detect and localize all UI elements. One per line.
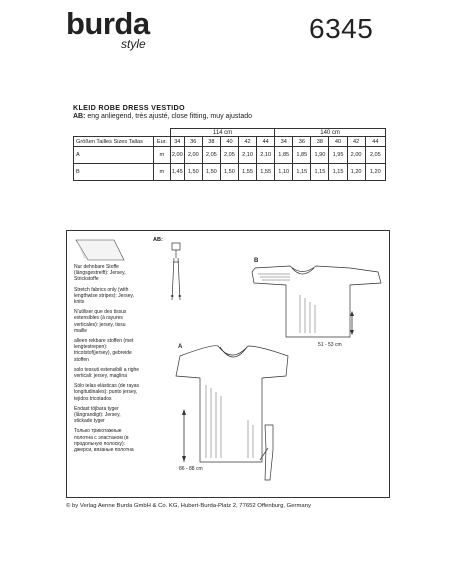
view-b-drawing — [252, 266, 381, 337]
yardage-cell: 2,05 — [365, 147, 385, 164]
size-cell: 42 — [347, 137, 365, 147]
table-row-a — [74, 147, 386, 164]
copyright-notice: © by Verlag Aenne Burda GmbH & Co. KG, Hubert-Burda-Platz 2, 77652 Offenburg, Germany — [66, 503, 311, 509]
size-cell: 36 — [184, 137, 202, 147]
view-a-drawing — [176, 346, 288, 480]
row-label: A — [74, 147, 154, 164]
sizes-header-label: Größen Tailles Sizes Tallas — [74, 137, 154, 147]
fabric-width-140: 140 cm — [275, 129, 386, 137]
yardage-cell: 1,50 — [220, 164, 238, 181]
yardage-cell: 2,10 — [239, 147, 257, 164]
fabric-swatch-icon — [74, 238, 126, 262]
fabric-note-fr: N'utiliser que des tissus extensibles (à rayures verticales): jersey, tissu maille — [74, 309, 127, 334]
fit-description — [73, 113, 252, 120]
size-cell: 38 — [202, 137, 220, 147]
twin-needle-icon — [172, 243, 181, 300]
row-unit: m — [153, 164, 170, 181]
yardage-cell: 1,50 — [184, 164, 202, 181]
size-cell: 36 — [293, 137, 311, 147]
fabric-note-sv: Endast töjbara tyger (långrandigt): Jersey, stickade tyger — [74, 405, 121, 425]
fabric-note-ru: Только трикотажные полотна с эластаном (в продольную полоску): джерси, вязаные полотна — [74, 428, 134, 454]
yardage-cell: 1,85 — [275, 147, 293, 164]
yardage-cell: 2,05 — [202, 147, 220, 164]
yardage-cell: 1,50 — [202, 164, 220, 181]
view-a-length: 86 - 88 cm — [179, 466, 203, 472]
fit-text: eng anliegend, très ajusté, close fitting, muy ajustado — [85, 113, 252, 120]
yardage-cell: 1,55 — [239, 164, 257, 181]
logo-subtitle: style — [121, 37, 146, 51]
garment-technical-drawing — [150, 234, 388, 496]
view-b-label: B — [254, 258, 259, 264]
size-cell: 34 — [275, 137, 293, 147]
size-cell: 38 — [311, 137, 329, 147]
yardage-cell: 1,90 — [311, 147, 329, 164]
notions-label: AB: — [153, 237, 163, 243]
fabric-note-es: Sólo telas elásticas (de rayas longitudinales): punto jersey, tejidos tricotados — [74, 383, 140, 402]
yardage-cell: 2,00 — [170, 147, 184, 164]
row-label: B — [74, 164, 154, 181]
unit-header: Eur. — [153, 137, 170, 147]
size-cell: 34 — [170, 137, 184, 147]
size-cell: 44 — [257, 137, 275, 147]
yardage-cell: 1,95 — [329, 147, 347, 164]
yardage-cell: 1,10 — [275, 164, 293, 181]
yardage-cell: 2,10 — [257, 147, 275, 164]
row-unit: m — [153, 147, 170, 164]
yardage-cell: 2,00 — [347, 147, 365, 164]
fit-label: AB: — [73, 113, 86, 120]
yardage-cell: 1,15 — [329, 164, 347, 181]
yardage-table — [73, 128, 386, 181]
logo-wordmark: burda — [66, 6, 150, 41]
fabric-recommendations — [74, 264, 140, 457]
fabric-note-de: Nur dehnbare Stoffe (längsgestreift): Jersey, Strickstoffe — [74, 264, 126, 283]
table-corner — [74, 129, 171, 137]
fabric-note-nl: alleen rekbare stoffen (met lengtestrepen): tricotstof(jersey), gebreide stoffen — [74, 338, 134, 363]
yardage-cell: 1,85 — [293, 147, 311, 164]
size-cell: 40 — [220, 137, 238, 147]
size-cell: 40 — [329, 137, 347, 147]
yardage-cell: 1,15 — [293, 164, 311, 181]
fabric-note-it: solo tessuti estensibili a righe verticali: jersey, maglina — [74, 366, 140, 380]
garment-title: KLEID ROBE DRESS VESTIDO — [73, 103, 185, 112]
yardage-cell: 2,00 — [184, 147, 202, 164]
yardage-cell: 1,20 — [365, 164, 385, 181]
view-a-label: A — [178, 344, 183, 350]
yardage-cell: 1,45 — [170, 164, 184, 181]
yardage-cell: 1,15 — [311, 164, 329, 181]
size-cell: 44 — [365, 137, 385, 147]
burda-style-logo — [66, 6, 166, 54]
size-cell: 42 — [239, 137, 257, 147]
yardage-cell: 1,55 — [257, 164, 275, 181]
pattern-number: 6345 — [309, 13, 374, 44]
yardage-cell: 2,05 — [220, 147, 238, 164]
table-row-b — [74, 164, 386, 181]
view-b-length: 51 - 53 cm — [318, 342, 342, 348]
fabric-width-114: 114 cm — [170, 129, 274, 137]
yardage-cell: 1,20 — [347, 164, 365, 181]
fabric-note-en: Stretch fabrics only (with lengthwise stripes): Jersey, knits — [74, 286, 134, 306]
